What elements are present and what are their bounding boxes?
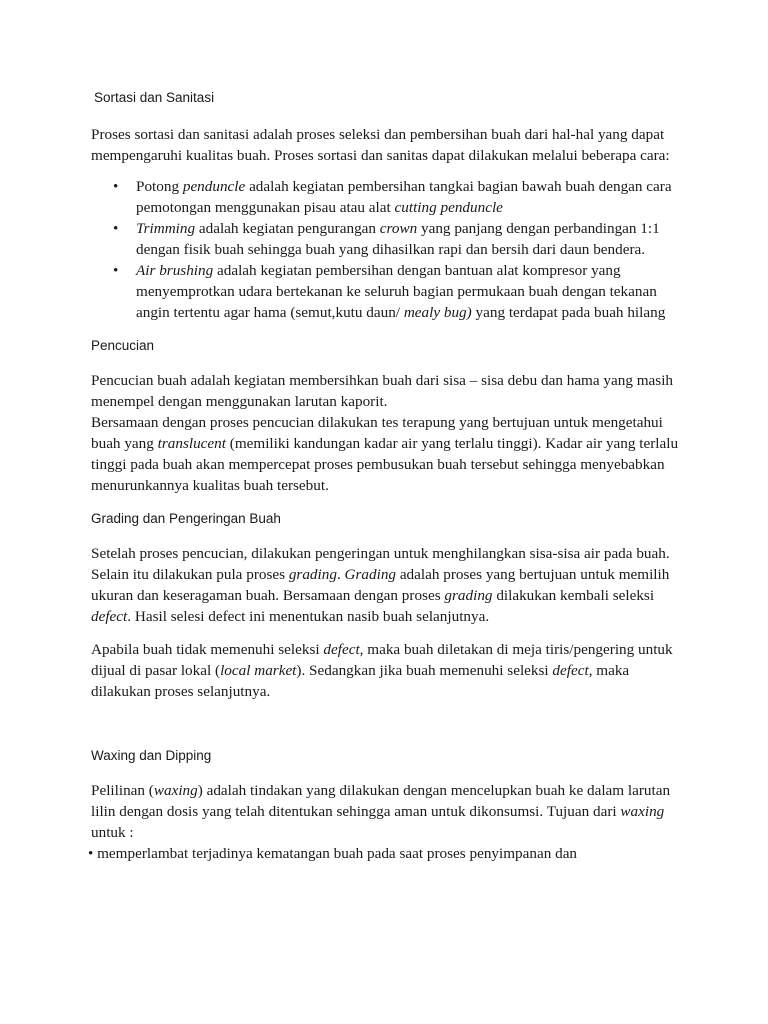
waxing-bullet-item: • memperlambat terjadinya kematangan buah pada saat proses penyimpanan dan bbox=[88, 845, 578, 862]
paragraph-grading-2: Apabila buah tidak memenuhi seleksi defect, maka buah diletakan di meja tiris/pengering untuk dijual di pasar lokal (local market). Sedangkan jika buah memenuhi seleksi defect, maka dilakukan proses selanjutnya. bbox=[91, 641, 673, 700]
bullet-icon: • bbox=[113, 178, 119, 195]
paragraph-sortasi-intro: Proses sortasi dan sanitasi adalah proses seleksi dan pembersihan buah dari hal-hal yang dapat mempengaruhi kualitas buah. Proses sortasi dan sanitas dapat dilakukan melalui beberapa cara: bbox=[91, 126, 670, 164]
heading-grading: Grading dan Pengeringan Buah bbox=[91, 511, 281, 526]
list-item: • Potong penduncle adalah kegiatan pembersihan tangkai bagian bawah buah dengan cara pemotongan menggunakan pisau atau alat cutting penduncle bbox=[113, 178, 672, 216]
heading-waxing: Waxing dan Dipping bbox=[91, 748, 212, 763]
heading-pencucian: Pencucian bbox=[91, 338, 155, 353]
paragraph-grading-1: Setelah proses pencucian, dilakukan pengeringan untuk menghilangkan sisa-sisa air pada buah. Selain itu dilakukan pula proses grading. Grading adalah proses yang bertujuan untuk memilih ukuran dan keseragaman buah. Bersamaan dengan proses grading dilakukan kembali seleksi defect. Hasil selesi defect ini menentukan nasib buah selanjutnya. bbox=[91, 545, 670, 625]
list-sortasi-methods bbox=[91, 176, 691, 323]
paragraph-waxing: Pelilinan (waxing) adalah tindakan yang dilakukan dengan mencelupkan buah ke dalam larutan lilin dengan dosis yang telah ditentukan sehingga aman untuk dikonsumsi. Tujuan dari waxing untuk : bbox=[91, 782, 671, 841]
document-page bbox=[88, 88, 691, 864]
list-item: • Air brushing adalah kegiatan pembersihan dengan bantuan alat kompresor yang menyemprotkan udara bertekanan ke seluruh bagian permukaan buah dengan tekanan angin tertentu agar hama (semut,kutu daun/ mealy bug) yang terdapat pada buah hilang bbox=[113, 262, 666, 321]
bullet-icon: • bbox=[113, 220, 119, 237]
paragraph-pencucian: Pencucian buah adalah kegiatan membersihkan buah dari sisa – sisa debu dan hama yang masih menempel dengan menggunakan larutan kaporit. Bersamaan dengan proses pencucian dilakukan tes terapung yang bertujuan untuk mengetahui buah yang translucent (memiliki kandungan kadar air yang terlalu tinggi). Kadar air yang terlalu tinggi pada buah akan mempercepat proses pembusukan buah tersebut sehingga menyebabkan menurunkannya kualitas buah tersebut. bbox=[91, 372, 679, 494]
heading-sortasi: Sortasi dan Sanitasi bbox=[94, 90, 215, 105]
bullet-icon: • bbox=[113, 262, 119, 279]
list-item: • Trimming adalah kegiatan pengurangan crown yang panjang dengan perbandingan 1:1 dengan fisik buah sehingga buah yang dihasilkan rapi dan bersih dari daun bendera. bbox=[113, 220, 660, 258]
